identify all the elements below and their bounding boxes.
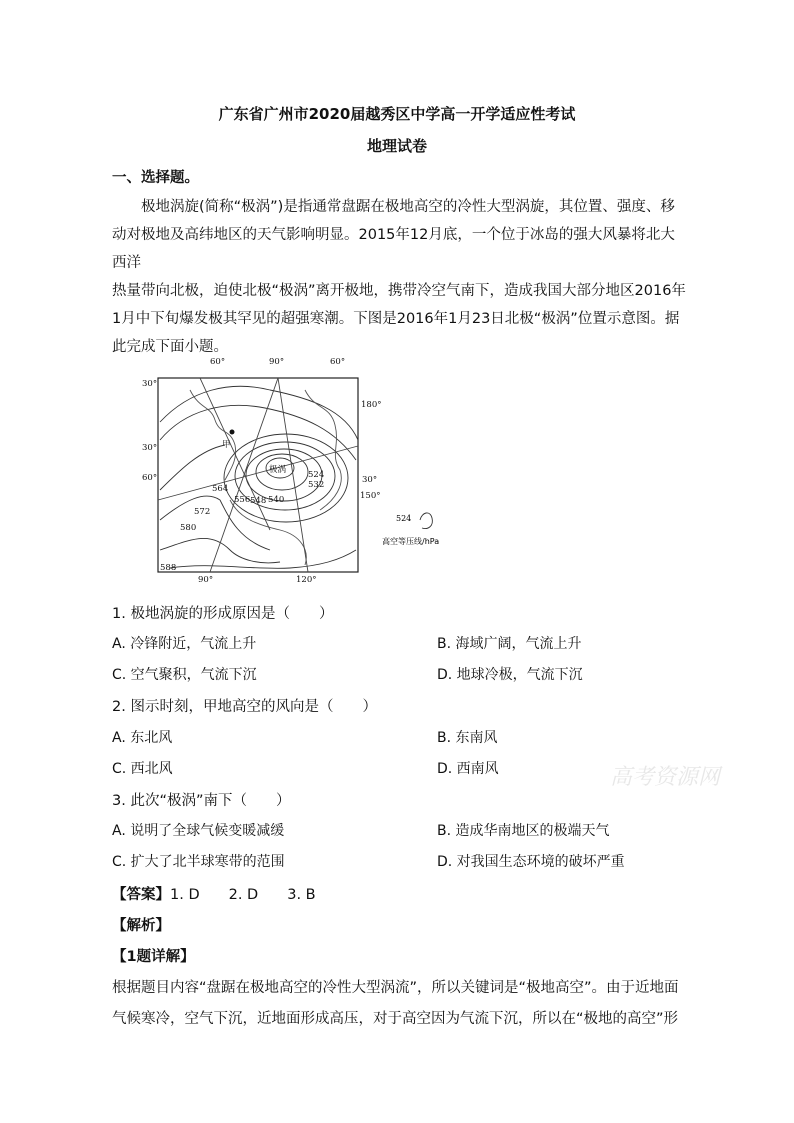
lon-label: 60° — [210, 357, 226, 367]
question-stem: 3. 此次“极涡”南下（ ） — [112, 793, 291, 809]
isobar-label: 572 — [194, 507, 211, 517]
answer-text: 1. D 2. D 3. B — [170, 887, 316, 903]
lon-label: 180° — [361, 400, 382, 410]
intro-line: 热量带向北极，迫使北极“极涡”离开极地，携带冷空气南下，造成我国大部分地区2016年 — [112, 283, 686, 299]
map-legend — [382, 513, 439, 546]
watermark: 高考资源网 — [610, 765, 721, 790]
section-heading: 一、选择题。 — [112, 170, 199, 186]
lat-label: 30° — [142, 443, 158, 453]
intro-line: 此完成下面小题。 — [112, 339, 228, 355]
isobar-label: 524 — [308, 470, 325, 480]
intro-line: 1月中下旬爆发极其罕见的超强寒潮。下图是2016年1月23日北极“极涡”位置示意图。据 — [112, 311, 680, 327]
option-a[interactable]: A. 东北风 — [112, 730, 173, 746]
answer-label: 【答案】 — [112, 887, 170, 903]
option-c[interactable]: C. 空气聚积，气流下沉 — [112, 667, 257, 683]
option-d[interactable]: D. 地球冷极，气流下沉 — [437, 667, 583, 683]
intro-paragraph — [112, 193, 686, 361]
detail-line: 气候寒冷，空气下沉，近地面形成高压，对于高空因为气流下沉，所以在“极地的高空”形 — [112, 1011, 679, 1027]
exam-title: 广东省广州市2020届越秀区中学高一开学适应性考试 — [218, 105, 576, 123]
isobar-label: 532 — [308, 480, 325, 490]
vortex-label: 极涡 — [269, 465, 287, 475]
isobar-label: 580 — [180, 523, 197, 533]
question-stem: 1. 极地涡旋的形成原因是（ ） — [112, 606, 334, 622]
question-stem: 2. 图示时刻，甲地高空的风向是（ ） — [112, 699, 377, 715]
answer-row — [112, 883, 316, 904]
intro-line: 极地涡旋(简称“极涡”)是指通常盘踞在极地高空的冷性大型涡旋，其位置、强度、移 — [141, 199, 675, 215]
option-d[interactable]: D. 西南风 — [437, 761, 499, 777]
analysis-label: 【解析】 — [112, 918, 170, 934]
lon-label: 90° — [198, 575, 214, 585]
isobar-label: 540 — [268, 495, 285, 505]
option-b[interactable]: B. 海域广阔，气流上升 — [437, 636, 582, 652]
option-b[interactable]: B. 东南风 — [437, 730, 498, 746]
intro-line: 动对极地及高纬地区的天气影响明显。2015年12月底，一个位于冰岛的强大风暴将北大西洋 — [112, 227, 675, 271]
legend-value: 524 — [396, 514, 412, 523]
lon-label: 120° — [296, 575, 317, 585]
option-a[interactable]: A. 说明了全球气候变暖减缓 — [112, 823, 285, 839]
lon-label: 90° — [269, 357, 285, 367]
lat-label: 30° — [142, 379, 158, 389]
option-c[interactable]: C. 西北风 — [112, 761, 173, 777]
lon-label: 150° — [360, 491, 381, 501]
isobar-label: 564 — [212, 484, 229, 494]
legend-caption: 高空等压线/hPa — [382, 537, 440, 546]
option-b[interactable]: B. 造成华南地区的极端天气 — [437, 823, 610, 839]
option-c[interactable]: C. 扩大了北半球寒带的范围 — [112, 854, 285, 870]
polar-vortex-map — [130, 350, 490, 590]
option-d[interactable]: D. 对我国生态环境的破坏严重 — [437, 854, 625, 870]
detail-label: 【1题详解】 — [112, 949, 195, 965]
lat-label: 30° — [362, 475, 378, 485]
isobar-label: 588 — [160, 563, 177, 573]
lon-label: 60° — [330, 357, 346, 367]
point-jia-label: 甲 — [222, 440, 231, 450]
isobar-label: 548 — [250, 496, 267, 506]
option-a[interactable]: A. 冷锋附近，气流上升 — [112, 636, 257, 652]
detail-line: 根据题目内容“盘踞在极地高空的冷性大型涡流”，所以关键词是“极地高空”。由于近地面 — [112, 980, 679, 996]
lat-label: 60° — [142, 473, 158, 483]
isobar-label: 556 — [234, 495, 251, 505]
exam-subtitle: 地理试卷 — [366, 137, 427, 155]
